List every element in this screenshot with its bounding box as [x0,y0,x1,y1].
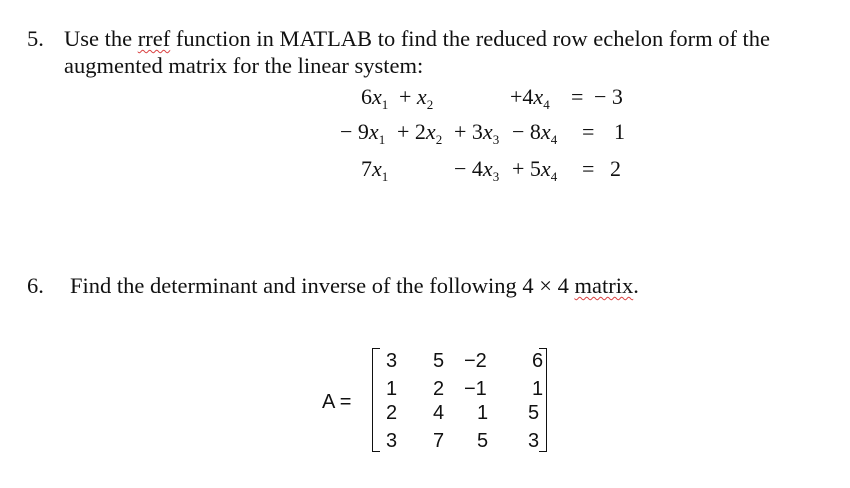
eq3-equals: = [582,156,595,181]
problem-6-text-pre: Find the determinant and inverse of the following 4 × 4 [70,273,575,298]
matrix-cell: 3 [386,350,398,372]
matrix-label: A = [322,391,352,413]
problem-5-text-pre: Use the [64,26,138,51]
matrix-cell: −1 [464,378,487,400]
matrix-word: matrix [574,273,634,298]
matrix-cell: 5 [477,430,489,452]
eq2-term-x4: − $8x_4$ [512,119,558,147]
eq3-term-x3: − $4x_3$ [454,156,500,184]
matrix-cell: 2 [433,378,445,400]
matrix-cell: 1 [386,378,398,400]
eq3-rhs: 2 [610,156,621,181]
matrix-cell: 1 [477,402,489,424]
rref-keyword: rref [137,26,171,51]
matrix-cell: 1 [532,378,544,400]
eq2-term-x3: + $3x_3$ [454,119,500,147]
eq1-term-x4: $+4x_4$ [510,84,550,112]
eq2-equals: = [582,119,595,144]
matrix-cell: 3 [386,430,398,452]
problem-5-text-post: function in MATLAB to find the reduced row echelon form of the [170,26,771,51]
eq3-term-x4: + $5x_4$ [512,156,558,184]
eq2-term-x1: − $9x_1$ [340,119,386,147]
eq2-term-x2: + $2x_2$ [397,119,443,147]
eq1-equals: = [571,84,584,109]
problem-5-number: 5. [27,26,44,51]
problem-6-number: 6. [27,273,44,298]
matrix-cell: 4 [433,402,445,424]
eq2-rhs: 1 [614,119,625,144]
eq1-rhs: − 3 [594,84,623,109]
matrix-cell: 5 [528,402,540,424]
matrix-cell: 3 [528,430,540,452]
eq1-term-x2: + $x_2$ [399,84,434,112]
eq3-term-x1: $7x_1$ [361,156,389,184]
problem-5-line-2: augmented matrix for the linear system: [64,53,424,78]
matrix-cell: 6 [532,350,544,372]
matrix-cell: 7 [433,430,445,452]
problem-6-text-post: . [633,273,639,298]
matrix-cell: 2 [386,402,398,424]
matrix-cell: 5 [433,350,445,372]
matrix-cell: −2 [464,350,487,372]
eq1-term-x1: $6x_1$ [361,84,389,112]
